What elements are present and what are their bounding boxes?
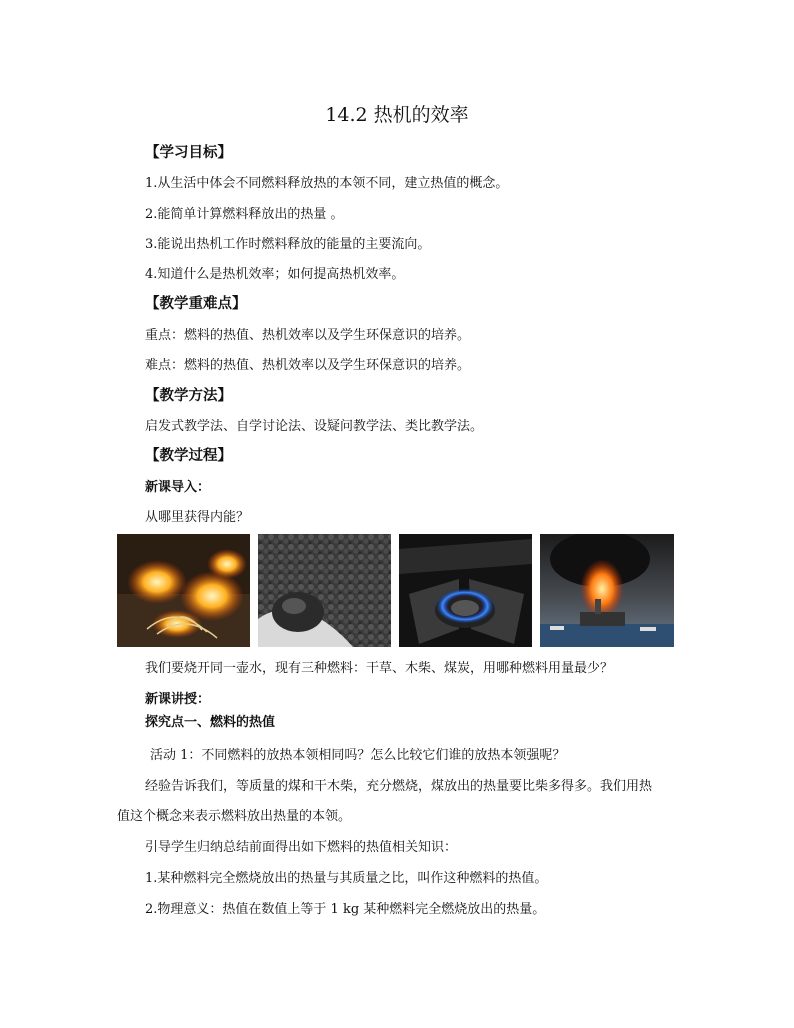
- paragraph: 引导学生归纳总结前面得出如下燃料的热值相关知识：: [145, 840, 458, 855]
- lesson-topic: 探究点一、燃料的热值: [145, 715, 276, 730]
- keypoint-item: 难点：燃料的热值、热机效率以及学生环保意识的培养。: [145, 358, 471, 373]
- intro-followup: 我们要烧开同一壶水，现有三种燃料：干草、木柴、煤炭，用哪种燃料用量最少？: [145, 661, 614, 676]
- paragraph-line: 经验告诉我们，等质量的煤和干木柴，充分燃烧，煤放出的热量要比柴多得多。我们用热: [145, 779, 653, 794]
- intro-label: 新课导入：: [145, 480, 211, 495]
- goal-item: 3.能说出热机工作时燃料释放的能量的主要流向。: [145, 237, 431, 252]
- goal-item: 2.能简单计算燃料释放出的热量 。: [145, 207, 344, 222]
- goals-heading: 【学习目标】: [145, 144, 232, 161]
- keypoint-item: 重点：燃料的热值、热机效率以及学生环保意识的培养。: [145, 328, 471, 343]
- methods-text: 启发式教学法、自学讨论法、设疑问教学法、类比教学法。: [145, 419, 484, 434]
- activity-text: 活动 1：不同燃料的放热本领相同吗？怎么比较它们谁的放热本领强呢？: [150, 748, 566, 763]
- oil-rig-fire-image: [540, 534, 674, 647]
- knowledge-point: 2.物理意义：热值在数值上等于 1 kg 某种燃料完全燃烧放出的热量。: [145, 902, 546, 917]
- process-heading: 【教学过程】: [145, 447, 232, 464]
- keypoints-heading: 【教学重难点】: [145, 295, 247, 312]
- goal-item: 1.从生活中体会不同燃料释放热的本领不同，建立热值的概念。: [145, 176, 509, 191]
- page-title: 14.2 热机的效率: [325, 104, 469, 126]
- intro-question: 从哪里获得内能？: [145, 510, 250, 525]
- goal-item: 4.知道什么是热机效率；如何提高热机效率。: [145, 267, 405, 282]
- knowledge-point: 1.某种燃料完全燃烧放出的热量与其质量之比，叫作这种燃料的热值。: [145, 871, 548, 886]
- lesson-label: 新课讲授：: [145, 692, 211, 707]
- methods-heading: 【教学方法】: [145, 387, 232, 404]
- paragraph-line: 值这个概念来表示燃料放出热量的本领。: [117, 809, 352, 824]
- coal-image: [258, 534, 391, 647]
- burning-grass-image: [117, 534, 250, 647]
- gas-stove-image: [399, 534, 532, 647]
